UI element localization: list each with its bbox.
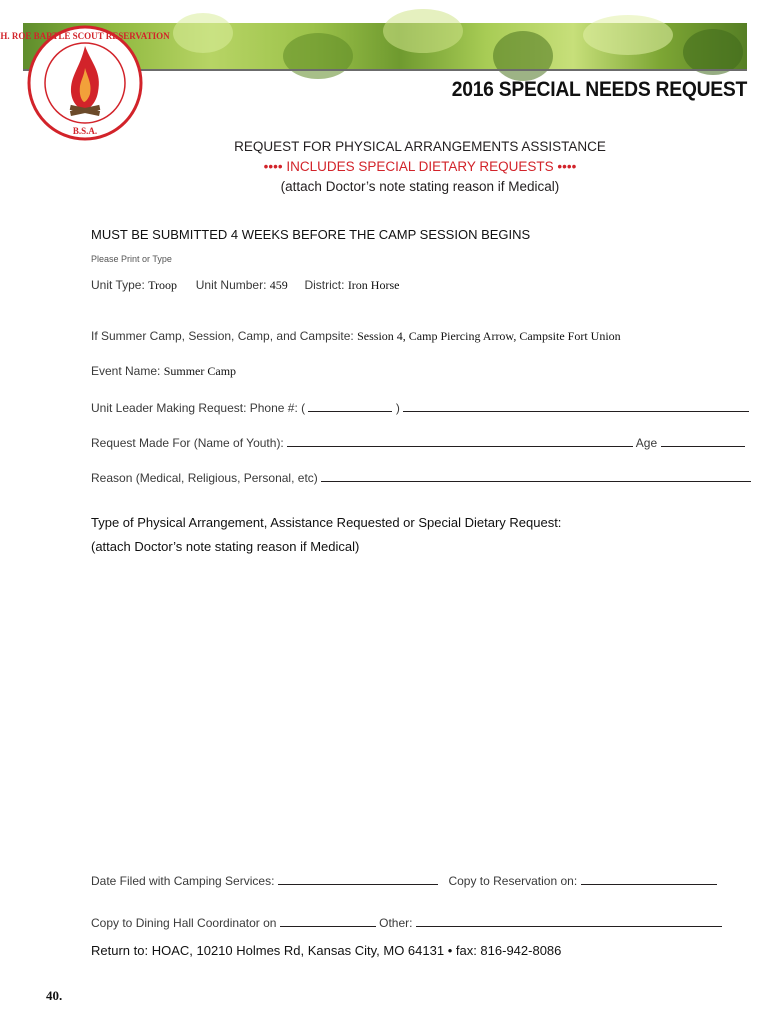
event-name-value[interactable]: Summer Camp	[163, 364, 237, 378]
copy-reservation-field[interactable]	[581, 872, 717, 885]
print-note: Please Print or Type	[91, 254, 172, 264]
logo-top-text: H. ROE BARTLE SCOUT RESERVATION	[0, 31, 170, 41]
intro-line-1: REQUEST FOR PHYSICAL ARRANGEMENTS ASSISTANCE	[234, 139, 606, 154]
reason-field[interactable]	[321, 469, 751, 482]
arrangement-heading: Type of Physical Arrangement, Assistance Requested or Special Dietary Request:	[91, 515, 562, 530]
youth-name-field[interactable]	[287, 434, 633, 447]
other-field[interactable]	[416, 914, 722, 927]
scout-reservation-logo	[0, 24, 170, 142]
logo-bottom-text: B.S.A.	[72, 126, 98, 136]
age-field[interactable]	[661, 434, 745, 447]
copy-dining-field[interactable]	[280, 914, 376, 927]
phone-area-code-field[interactable]	[308, 399, 392, 412]
district-label: District:	[304, 278, 345, 292]
unit-leader-paren: )	[395, 401, 400, 415]
return-to-address: Return to: HOAC, 10210 Holmes Rd, Kansas City, MO 64131 • fax: 816-942-8086	[91, 943, 562, 958]
district-value[interactable]: Iron Horse	[347, 278, 400, 292]
unit-number-value[interactable]: 459	[269, 278, 288, 292]
arrangement-textarea[interactable]	[91, 565, 747, 855]
copy-reservation-label: Copy to Reservation on:	[448, 874, 578, 888]
unit-type-label: Unit Type:	[91, 278, 145, 292]
date-filed-row	[91, 872, 717, 888]
event-name-row	[91, 364, 236, 379]
age-label: Age	[635, 436, 658, 450]
intro-line-2: •••• INCLUDES SPECIAL DIETARY REQUESTS ••••	[263, 159, 577, 174]
event-name-label: Event Name:	[91, 364, 161, 378]
other-label: Other:	[379, 916, 413, 930]
unit-leader-label: Unit Leader Making Request: Phone #: (	[91, 401, 306, 415]
unit-type-value[interactable]: Troop	[148, 278, 178, 292]
reason-label: Reason (Medical, Religious, Personal, etc)	[91, 471, 318, 485]
summer-camp-value[interactable]: Session 4, Camp Piercing Arrow, Campsite Fort Union	[357, 329, 621, 343]
unit-row	[91, 278, 399, 293]
date-filed-field[interactable]	[278, 872, 438, 885]
summer-camp-row	[91, 329, 621, 344]
reason-row	[91, 469, 751, 485]
intro-line-3: (attach Doctor’s note stating reason if Medical)	[280, 179, 560, 194]
copy-dining-label: Copy to Dining Hall Coordinator on	[91, 916, 277, 930]
deadline-heading: MUST BE SUBMITTED 4 WEEKS BEFORE THE CAMP SESSION BEGINS	[91, 227, 531, 242]
copy-dining-row	[91, 914, 722, 930]
unit-number-label: Unit Number:	[195, 278, 267, 292]
phone-number-field[interactable]	[403, 399, 749, 412]
page-number: 40.	[46, 988, 63, 1003]
date-filed-label: Date Filed with Camping Services:	[91, 874, 275, 888]
arrangement-subheading: (attach Doctor’s note stating reason if Medical)	[91, 539, 360, 554]
request-for-row	[91, 434, 745, 450]
unit-leader-row	[91, 399, 749, 415]
summer-camp-label: If Summer Camp, Session, Camp, and Campsite:	[91, 329, 354, 343]
request-for-label: Request Made For (Name of Youth):	[91, 436, 284, 450]
page-title: 2016 SPECIAL NEEDS REQUEST	[451, 78, 747, 101]
